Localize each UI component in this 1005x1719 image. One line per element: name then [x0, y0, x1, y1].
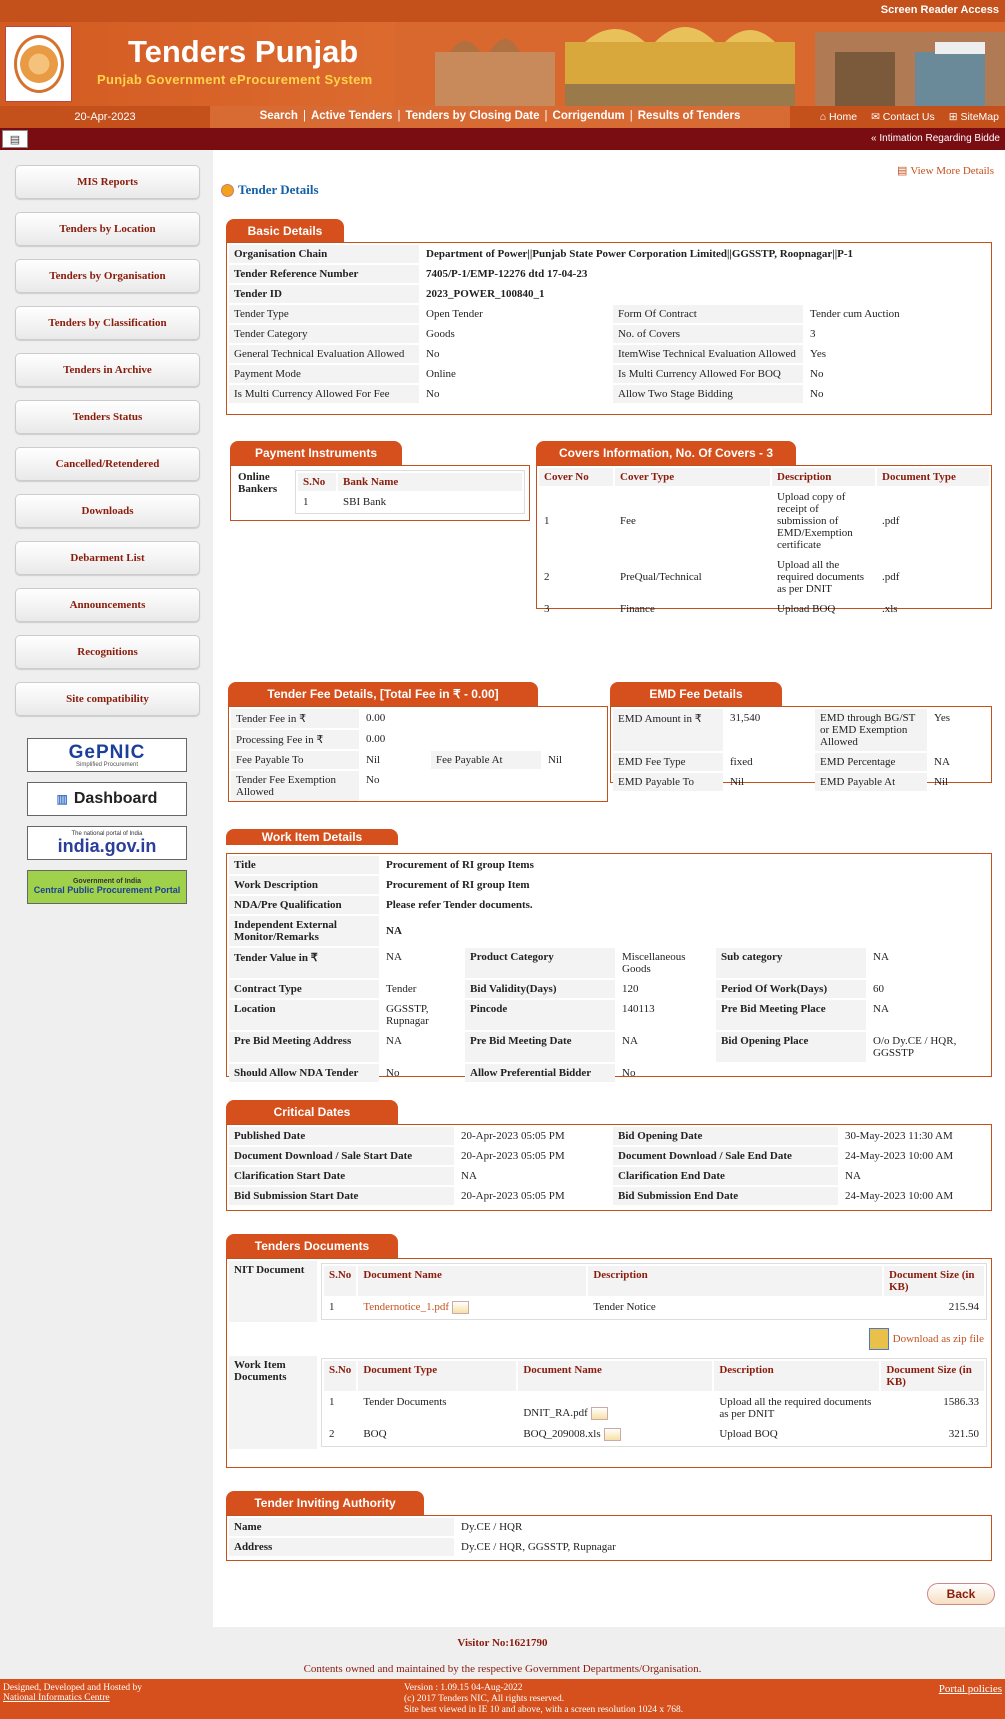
table-cell: ItemWise Technical Evaluation Allowed: [613, 345, 803, 363]
site-subtitle: Punjab Government eProcurement System: [97, 72, 373, 87]
table-cell: Online Bankers: [238, 471, 278, 495]
table-cell: NA: [622, 1035, 638, 1047]
nit-document-link[interactable]: Tendernotice_1.pdf: [363, 1301, 449, 1314]
sidebar-item-recognitions[interactable]: Recognitions: [15, 635, 200, 669]
zip-archive-icon: [869, 1328, 889, 1350]
table-cell: 1: [329, 1301, 335, 1313]
table-cell: Payment Mode: [229, 365, 419, 383]
table-cell: .pdf: [882, 571, 900, 583]
work-document-link[interactable]: BOQ_209008.xls: [523, 1428, 601, 1441]
sidebar-item-site-compatibility[interactable]: Site compatibility: [15, 682, 200, 716]
cppp-portal-link[interactable]: Government of India Central Public Procurement Portal: [27, 870, 187, 904]
table-cell: Upload BOQ: [777, 603, 836, 615]
table-cell: No: [622, 1067, 636, 1079]
table-cell: Fee Payable At: [431, 751, 541, 769]
table-header-cell: Document Type: [358, 1361, 516, 1391]
table-cell: Document Download / Sale Start Date: [229, 1147, 454, 1165]
table-cell: 24-May-2023 10:00 AM: [845, 1150, 954, 1162]
table-cell: GGSSTP, Rupnagar: [386, 1003, 429, 1027]
basic-details-section: [226, 219, 992, 415]
table-cell: Allow Preferential Bidder: [465, 1064, 615, 1082]
main-nav: Search | Active Tenders | Tenders by Closing Date | Corrigendum | Results of Tenders: [210, 106, 790, 128]
table-cell: 31,540: [730, 712, 761, 724]
table-cell: Is Multi Currency Allowed For Fee: [229, 385, 419, 403]
table-cell: Work Item Documents: [229, 1356, 317, 1449]
sidebar-item-mis-reports[interactable]: MIS Reports: [15, 165, 200, 199]
table-cell: EMD Amount in ₹: [613, 709, 723, 751]
table-cell: Online: [426, 368, 456, 380]
table-cell: PreQual/Technical: [620, 571, 702, 583]
table-cell: NA: [386, 1035, 402, 1047]
table-cell: .xls: [882, 603, 898, 615]
table-header-cell: Description: [772, 468, 875, 486]
sidebar-item-tenders-by-classification[interactable]: Tenders by Classification: [15, 306, 200, 340]
emd-fee-section: [610, 682, 992, 788]
table-cell: Procurement of RI group Item: [386, 879, 530, 891]
table-cell: [431, 730, 605, 749]
visitor-bar: [0, 1627, 1005, 1679]
table-row: [324, 1393, 984, 1423]
nav-results-of-tenders[interactable]: Results of Tenders: [637, 110, 741, 122]
footer: Designed, Developed and Hosted by National Informatics Centre Version : 1.09.15 04-Aug-2022 (c) 2017 Tenders NIC, All rights reserved. Site best viewed in IE 10 and above, with a screen resolution 1024 x 768. Portal policies: [0, 1679, 1005, 1719]
table-cell: 24-May-2023 10:00 AM: [845, 1190, 954, 1202]
section-tab: EMD Fee Details: [610, 682, 782, 706]
announcement-ticker: [0, 128, 1005, 150]
table-header-cell: Document Size (in KB): [884, 1266, 984, 1296]
table-cell: Name: [229, 1518, 454, 1536]
table-cell: NA: [845, 1170, 861, 1182]
print-icon: ▤: [896, 165, 908, 177]
screen-reader-link[interactable]: Screen Reader Access: [0, 0, 1005, 22]
table-cell: No: [386, 1067, 400, 1079]
table-cell: 7405/P-1/EMP-12276 dtd 17-04-23: [426, 268, 588, 280]
table-cell: 20-Apr-2023 05:05 PM: [461, 1150, 565, 1162]
section-tab: Tender Fee Details, [Total Fee in ₹ - 0.00]: [228, 682, 538, 706]
punjab-emblem-logo: [5, 26, 72, 102]
table-header-cell: S.No: [324, 1361, 356, 1391]
table-cell: Pre Bid Meeting Date: [465, 1032, 615, 1062]
table-cell: Upload all the required documents as per DNIT: [777, 559, 865, 595]
table-cell: NA: [461, 1170, 477, 1182]
critical-dates-section: [226, 1100, 992, 1211]
table-cell: EMD Fee Type: [613, 753, 723, 771]
table-cell: Dy.CE / HQR: [461, 1521, 523, 1533]
tender-documents-section: [226, 1234, 992, 1468]
table-cell: Form Of Contract: [613, 305, 803, 323]
table-cell: Address: [229, 1538, 454, 1556]
header-banner: [0, 22, 1005, 106]
table-cell: NA: [873, 1003, 889, 1015]
table-cell: Clarification Start Date: [229, 1167, 454, 1185]
table-cell: SBI Bank: [343, 496, 387, 508]
table-row: [324, 1425, 984, 1444]
table-cell: Procurement of RI group Items: [386, 859, 534, 871]
table-cell: No: [426, 388, 440, 400]
table-header-cell: Description: [588, 1266, 882, 1296]
nav-contact-us[interactable]: ✉ Contact Us: [871, 111, 935, 123]
table-cell: [716, 1064, 989, 1082]
table-header-cell: Description: [714, 1361, 879, 1391]
table-cell: Clarification End Date: [613, 1167, 838, 1185]
table-cell: Bid Submission Start Date: [229, 1187, 454, 1205]
back-button[interactable]: Back: [927, 1583, 995, 1605]
nic-link[interactable]: National Informatics Centre: [3, 1693, 110, 1703]
bullet-icon: [221, 184, 234, 197]
table-cell: Bid Submission End Date: [613, 1187, 838, 1205]
table-cell: EMD through BG/ST or EMD Exemption Allowed: [815, 709, 927, 751]
table-cell: Tender Reference Number: [229, 265, 419, 283]
table-cell: [518, 1425, 712, 1444]
sidebar-item-tenders-in-archive[interactable]: Tenders in Archive: [15, 353, 200, 387]
table-cell: Bid Opening Place: [716, 1032, 866, 1062]
table-cell: [358, 1298, 586, 1317]
download-zip-link[interactable]: Download as zip file: [869, 1333, 984, 1345]
table-cell: Tender Documents: [363, 1396, 447, 1408]
table-cell: Tender Fee in ₹: [231, 709, 359, 728]
section-tab: Work Item Details: [226, 829, 398, 845]
table-cell: BOQ: [363, 1428, 387, 1440]
sidebar-item-debarment-list[interactable]: Debarment List: [15, 541, 200, 575]
table-cell: NA: [873, 951, 889, 963]
table-header-cell: Document Size (in KB): [881, 1361, 984, 1391]
table-cell: NA: [386, 925, 402, 937]
table-cell: Independent External Monitor/Remarks: [229, 916, 379, 946]
table-cell: fixed: [730, 756, 753, 768]
home-icon: ⌂: [819, 111, 827, 123]
table-cell: 3: [810, 328, 816, 340]
payment-instruments-section: [230, 441, 530, 521]
table-cell: 30-May-2023 11:30 AM: [845, 1130, 953, 1142]
table-cell: NIT Document: [229, 1261, 317, 1322]
table-cell: 2: [544, 571, 550, 583]
table-cell: Pincode: [465, 1000, 615, 1030]
table-cell: Please refer Tender documents.: [386, 899, 533, 911]
table-cell: No. of Covers: [613, 325, 803, 343]
page-title: Tender Details: [221, 182, 319, 198]
table-cell: Location: [229, 1000, 379, 1030]
table-cell: Upload all the required documents as per DNIT: [719, 1396, 872, 1420]
table-cell: Should Allow NDA Tender: [229, 1064, 379, 1082]
table-cell: Work Description: [229, 876, 379, 894]
nav-tenders-by-closing-date[interactable]: Tenders by Closing Date: [405, 110, 540, 122]
table-cell: 1: [329, 1396, 335, 1408]
table-cell: Nil: [548, 754, 563, 766]
table-cell: EMD Percentage: [815, 753, 927, 771]
table-cell: 20-Apr-2023 05:05 PM: [461, 1130, 565, 1142]
section-tab: Basic Details: [226, 219, 344, 243]
table-cell: Tender Notice: [593, 1301, 656, 1313]
table-cell: 120: [622, 983, 639, 995]
table-cell: 1: [303, 496, 309, 508]
table-cell: No: [810, 368, 824, 380]
visitor-count: Visitor No:1621790: [457, 1637, 548, 1649]
table-cell: Contract Type: [229, 980, 379, 998]
table-cell: 20-Apr-2023 05:05 PM: [461, 1190, 565, 1202]
covers-information-section: [536, 441, 992, 615]
table-cell: Tender Value in ₹: [229, 948, 379, 978]
portal-policies-link[interactable]: Portal policies: [938, 1683, 1002, 1695]
table-cell: Document Download / Sale End Date: [613, 1147, 838, 1165]
tender-fee-section: [228, 682, 608, 802]
table-header-cell: Document Name: [518, 1361, 712, 1391]
table-cell: [319, 1356, 989, 1449]
nav-active-tenders[interactable]: Active Tenders: [310, 110, 393, 122]
table-cell: Dy.CE / HQR, GGSSTP, Rupnagar: [461, 1541, 616, 1553]
nav-search[interactable]: Search: [259, 110, 298, 122]
sidebar-item-tenders-status[interactable]: Tenders Status: [15, 400, 200, 434]
ownership-note: Contents owned and maintained by the respective Government Departments/Organisation.: [303, 1663, 702, 1675]
table-cell: [229, 1324, 989, 1354]
gepnic-portal-link[interactable]: GePNIC Simplified Procurement: [27, 738, 187, 772]
table-cell: Tender ID: [229, 285, 419, 303]
table-cell: Upload BOQ: [719, 1428, 778, 1440]
monuments-banner-image: [395, 22, 1005, 106]
table-cell: Goods: [426, 328, 455, 340]
table-cell: 0.00: [366, 733, 386, 745]
table-cell: 321.50: [948, 1428, 979, 1440]
table-cell: Pre Bid Meeting Place: [716, 1000, 866, 1030]
table-cell: [293, 468, 527, 516]
table-cell: Bid Opening Date: [613, 1127, 838, 1145]
table-cell: Title: [229, 856, 379, 874]
table-header-cell: Bank Name: [338, 473, 522, 491]
table-cell: Published Date: [229, 1127, 454, 1145]
table-cell: 140113: [622, 1003, 655, 1015]
table-cell: 1586.33: [943, 1396, 979, 1408]
table-cell: NA: [386, 951, 402, 963]
table-cell: No: [366, 774, 380, 786]
document-icon[interactable]: ▤: [2, 130, 28, 148]
table-cell: 2023_POWER_100840_1: [426, 288, 545, 300]
india-gov-link[interactable]: The national portal of India india.gov.in: [27, 826, 187, 860]
table-cell: Upload copy of receipt of submission of EMD/Exemption certificate: [777, 491, 853, 551]
section-tab: Critical Dates: [226, 1100, 398, 1124]
table-header-cell: Document Name: [358, 1266, 586, 1296]
table-header-cell: S.No: [324, 1266, 356, 1296]
table-cell: Nil: [366, 754, 381, 766]
table-cell: Bid Validity(Days): [465, 980, 615, 998]
nav-sitemap[interactable]: ⊞ SiteMap: [948, 111, 999, 123]
table-cell: Processing Fee in ₹: [231, 730, 359, 749]
work-document-link[interactable]: DNIT_RA.pdf: [523, 1407, 588, 1420]
table-header-cell: Cover No: [539, 468, 613, 486]
table-cell: 215.94: [948, 1301, 979, 1313]
table-cell: [518, 1393, 712, 1423]
table-cell: Yes: [810, 348, 827, 360]
main-content: [213, 150, 1005, 1627]
table-row: [539, 600, 989, 618]
table-cell: EMD Payable To: [613, 773, 723, 791]
mail-icon: ✉: [871, 111, 880, 123]
dashboard-link[interactable]: ▥ Dashboard: [27, 782, 187, 816]
table-cell: Period Of Work(Days): [716, 980, 866, 998]
table-cell: Organisation Chain: [229, 245, 419, 263]
sidebar-item-announcements[interactable]: Announcements: [15, 588, 200, 622]
table-cell: Fee: [620, 515, 636, 527]
section-tab: Tender Inviting Authority: [226, 1491, 424, 1515]
table-cell: 0.00: [366, 712, 386, 724]
table-cell: 1: [544, 515, 550, 527]
table-cell: Open Tender: [426, 308, 483, 320]
table-cell: Nil: [730, 776, 745, 788]
certificate-icon: [604, 1428, 621, 1441]
table-row: [324, 1298, 984, 1317]
certificate-icon: [452, 1301, 469, 1314]
table-cell: Nil: [934, 776, 949, 788]
current-date: 20-Apr-2023: [0, 106, 210, 128]
section-tab: Covers Information, No. Of Covers - 3: [536, 441, 796, 465]
table-header-cell: Document Type: [877, 468, 989, 486]
table-cell: Tender cum Auction: [810, 308, 900, 320]
table-cell: [431, 771, 605, 801]
table-row: [539, 556, 989, 598]
table-cell: [431, 709, 605, 728]
table-cell: Department of Power||Punjab State Power Corporation Limited||GGSSTP, Roopnagar||P-1: [426, 248, 854, 260]
table-cell: NA: [934, 756, 950, 768]
sitemap-icon: ⊞: [948, 111, 958, 123]
sidebar: [0, 150, 213, 1627]
table-cell: Allow Two Stage Bidding: [613, 385, 803, 403]
table-row: [539, 488, 989, 554]
sidebar-item-tenders-by-organisation[interactable]: Tenders by Organisation: [15, 259, 200, 293]
table-cell: Miscellaneous Goods: [622, 951, 686, 975]
table-cell: NDA/Pre Qualification: [229, 896, 379, 914]
table-cell: Tender Category: [229, 325, 419, 343]
tender-inviting-authority-section: [226, 1491, 992, 1561]
table-cell: .pdf: [882, 515, 900, 527]
table-cell: 2: [329, 1428, 335, 1440]
table-cell: No: [810, 388, 824, 400]
nav-corrigendum[interactable]: Corrigendum: [552, 110, 625, 122]
chart-icon: ▥: [56, 792, 68, 806]
sidebar-item-downloads[interactable]: Downloads: [15, 494, 200, 528]
table-cell: Fee Payable To: [231, 751, 359, 769]
section-tab: Tenders Documents: [226, 1234, 398, 1258]
table-header-cell: Cover Type: [615, 468, 770, 486]
table-cell: Is Multi Currency Allowed For BOQ: [613, 365, 803, 383]
table-cell: Sub category: [716, 948, 866, 978]
site-title: Tenders Punjab: [128, 34, 359, 69]
table-cell: 3: [544, 603, 550, 615]
certificate-icon: [591, 1407, 608, 1420]
view-more-details-link[interactable]: ▤ View More Details: [896, 164, 994, 177]
table-row: [298, 493, 522, 511]
table-cell: Tender Fee Exemption Allowed: [231, 771, 359, 801]
table-cell: O/o Dy.CE / HQR, GGSSTP: [873, 1035, 957, 1059]
sidebar-item-tenders-by-location[interactable]: Tenders by Location: [15, 212, 200, 246]
work-item-details-section: [226, 829, 992, 1077]
table-cell: [319, 1261, 989, 1322]
section-tab: Payment Instruments: [230, 441, 402, 465]
table-cell: No: [426, 348, 440, 360]
table-cell: Finance: [620, 603, 655, 615]
sidebar-item-cancelled-retendered[interactable]: Cancelled/Retendered: [15, 447, 200, 481]
table-cell: Tender: [386, 983, 417, 995]
nav-home[interactable]: ⌂ Home: [819, 111, 858, 123]
table-header-cell: S.No: [298, 473, 336, 491]
ticker-message[interactable]: « Intimation Regarding Bidde: [871, 133, 1000, 144]
table-cell: General Technical Evaluation Allowed: [229, 345, 419, 363]
table-cell: Product Category: [465, 948, 615, 978]
table-cell: 60: [873, 983, 884, 995]
table-cell: Yes: [934, 712, 951, 724]
table-cell: EMD Payable At: [815, 773, 927, 791]
table-cell: Pre Bid Meeting Address: [229, 1032, 379, 1062]
table-cell: Tender Type: [229, 305, 419, 323]
